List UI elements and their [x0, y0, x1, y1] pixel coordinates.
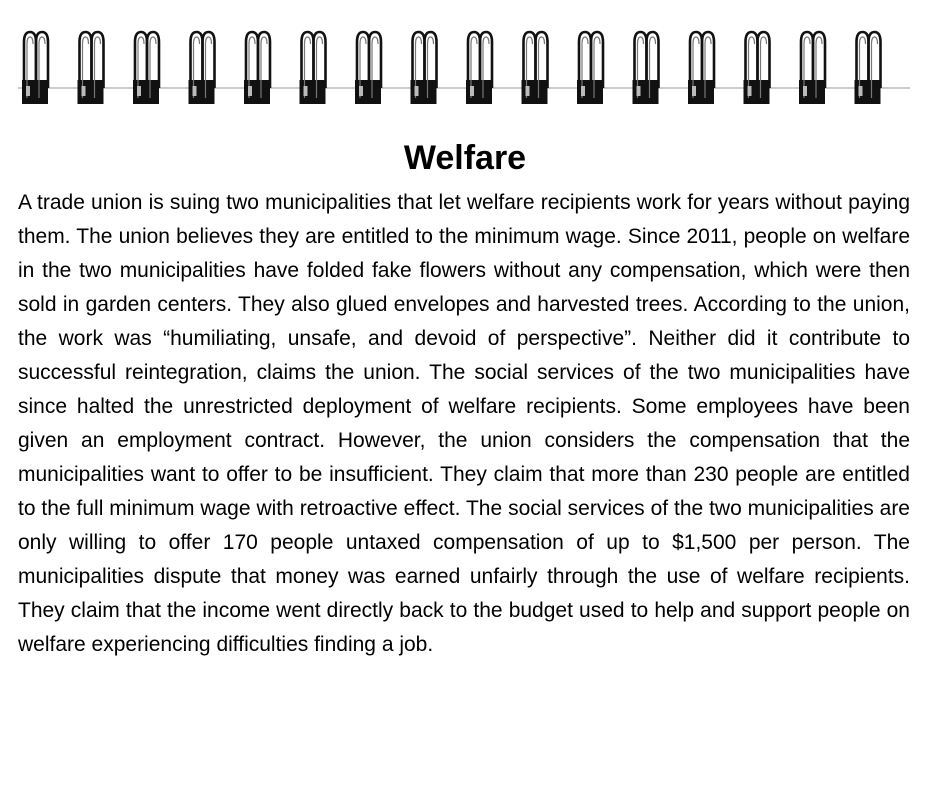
binding-ring [577, 32, 603, 104]
spiral-binding-graphic [18, 28, 910, 110]
spiral-binding-icon [18, 28, 910, 110]
binding-ring [133, 32, 159, 104]
binding-ring [744, 32, 770, 104]
binding-ring [411, 32, 437, 104]
page-title: Welfare [403, 139, 527, 177]
binding-ring [855, 32, 881, 104]
binding-ring [466, 32, 492, 104]
binding-ring [244, 32, 270, 104]
binding-ring [633, 32, 659, 104]
binding-ring [189, 32, 215, 104]
binding-ring [355, 32, 381, 104]
binding-ring [78, 32, 104, 104]
binding-ring [22, 32, 48, 104]
binding-ring [799, 32, 825, 104]
binding-ring [688, 32, 714, 104]
binding-ring [300, 32, 326, 104]
article-body: A trade union is suing two municipalities that let welfare recipients work for years without paying them. The union believes they are entitled to the minimum wage. Since 2011, people on welfare in the two municipalities have folded fake flowers without any compensation, which were then sold in garden centers. They also glued envelopes and harvested trees. According to the union, the work was “humiliating, unsafe, and devoid of perspective”. Neither did it contribute to successful reintegration, claims the union. The social services of the two municipalities have since halted the unrestricted deployment of welfare recipients. Some employees have been given an employment contract. However, the union considers the compensation that the municipalities want to offer to be insufficient. They claim that more than 230 people are entitled to the full minimum wage with retroactive effect. The social services of the two municipalities are only willing to offer 170 people untaxed compensation of up to $1,500 per person. The municipalities dispute that money was earned unfairly through the use of welfare recipients. They claim that the income went directly back to the budget used to help and support people on welfare experiencing difficulties finding a job. [18, 191, 910, 656]
binding-ring [522, 32, 548, 104]
